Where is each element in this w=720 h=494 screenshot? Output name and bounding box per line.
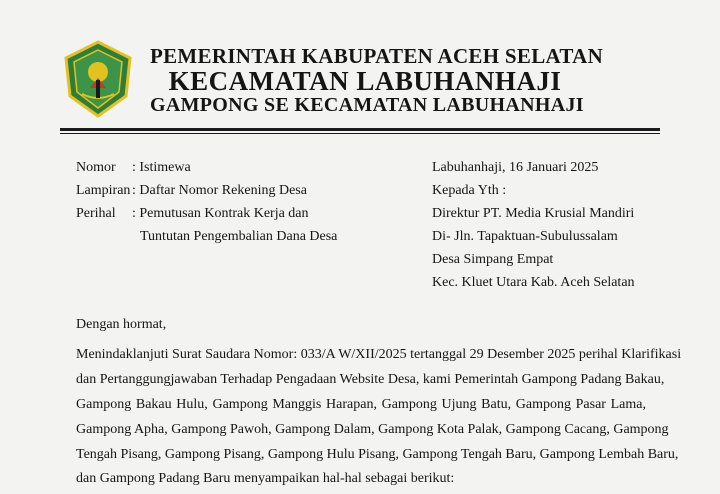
nomor-value: : Istimewa — [132, 160, 191, 175]
place-date: Labuhanhaji, 16 Januari 2025 — [432, 160, 599, 175]
recipient-line-4: Kec. Kluet Utara Kab. Aceh Selatan — [432, 275, 635, 290]
header-government: PEMERINTAH KABUPATEN ACEH SELATAN — [150, 44, 604, 68]
recipient-line-1: Direktur PT. Media Krusial Mandiri — [432, 206, 635, 221]
regency-crest-icon — [62, 40, 134, 118]
body-line-5: Tengah Pisang, Gampong Pisang, Gampong Hulu Pisang, Gampong Tengah Baru, Gampong Lembah Baru, — [76, 447, 679, 462]
header-rule-thick — [60, 128, 660, 131]
recipient-kepada: Kepada Yth : — [432, 183, 507, 198]
body-line-2: dan Pertanggungjawaban Terhadap Pengadaan Website Desa, kami Pemerintah Gampong Padang Bakau, — [76, 372, 665, 387]
perihal-value-line-2: Tuntutan Pengembalian Dana Desa — [140, 229, 338, 244]
recipient-line-2: Di- Jln. Tapaktuan-Subulussalam — [432, 229, 618, 244]
header-villages: GAMPONG SE KECAMATAN LABUHANHAJI — [150, 94, 584, 116]
lampiran-label: Lampiran — [76, 183, 131, 198]
header-district: KECAMATAN LABUHANHAJI — [168, 66, 562, 96]
body-line-1: Menindaklanjuti Surat Saudara Nomor: 033/A W/XII/2025 tertanggal 29 Desember 2025 perihal Klarifikasi — [76, 347, 682, 362]
perihal-value-line-1: : Pemutusan Kontrak Kerja dan — [132, 206, 309, 221]
greeting: Dengan hormat, — [76, 317, 167, 332]
recipient-line-3: Desa Simpang Empat — [432, 252, 554, 267]
nomor-label: Nomor — [76, 160, 116, 175]
lampiran-value: : Daftar Nomor Rekening Desa — [132, 183, 307, 198]
body-line-3: Gampong Bakau Hulu, Gampong Manggis Harapan, Gampong Ujung Batu, Gampong Pasar Lama, — [76, 397, 646, 412]
body-line-4: Gampong Apha, Gampong Pawoh, Gampong Dalam, Gampong Kota Palak, Gampong Cacang, Gampong — [76, 422, 669, 437]
perihal-label: Perihal — [76, 206, 116, 221]
header-rule-thin — [60, 133, 660, 134]
body-line-6: dan Gampong Padang Baru menyampaikan hal-hal sebagai berikut: — [76, 471, 455, 486]
